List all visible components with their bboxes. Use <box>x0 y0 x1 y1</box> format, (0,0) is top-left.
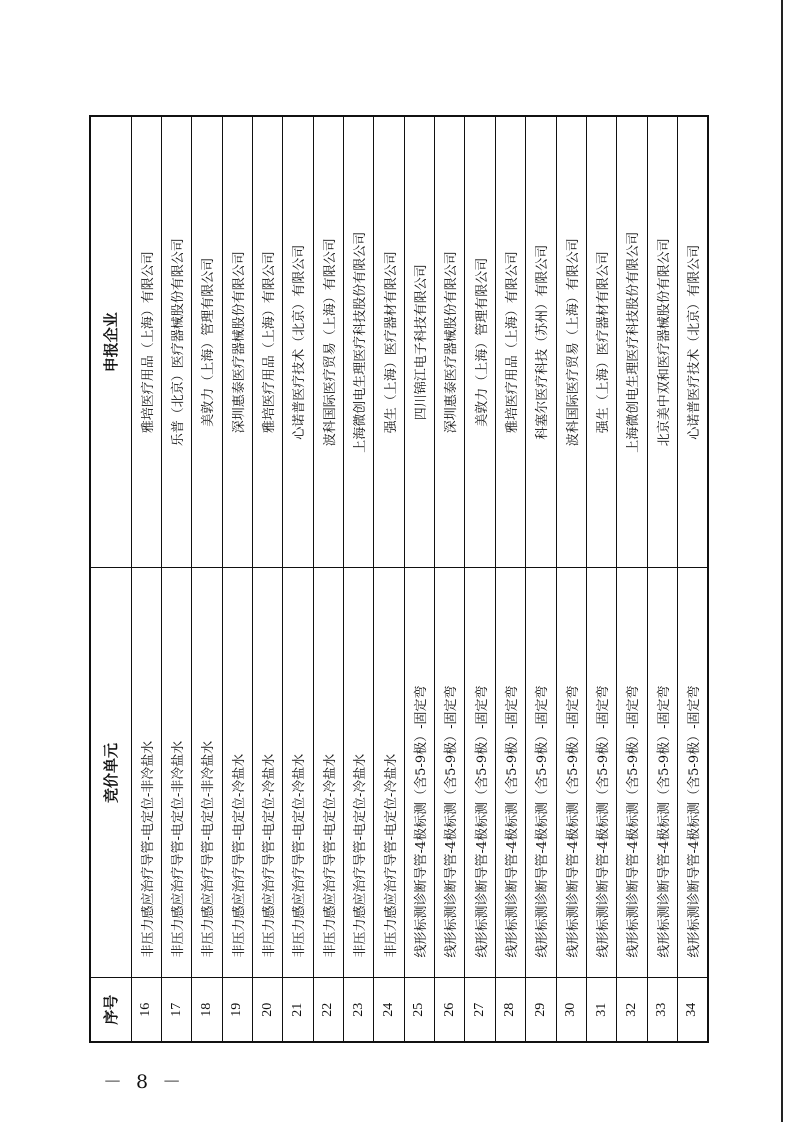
row-bidding-unit: 线形标测诊断导管-4极标测（含5-9极）-固定弯 <box>404 568 434 978</box>
row-bidding-unit: 线形标测诊断导管-4极标测（含5-9极）-固定弯 <box>495 568 525 978</box>
row-company: 雅培医疗用品（上海）有限公司 <box>495 116 525 568</box>
rotated-table-container <box>89 117 709 1043</box>
row-bidding-unit: 非压力感应治疗导管-电定位-非冷盐水 <box>131 568 161 978</box>
row-bidding-unit: 线形标测诊断导管-4极标测（含5-9极）-固定弯 <box>617 568 647 978</box>
table-row <box>252 116 282 1042</box>
row-bidding-unit: 非压力感应治疗导管-电定位-冷盐水 <box>374 568 404 978</box>
table-row <box>161 116 191 1042</box>
row-company: 上海微创电生理医疗科技股份有限公司 <box>617 116 647 568</box>
row-index: 31 <box>586 978 616 1042</box>
table-body <box>131 116 708 1042</box>
row-company: 雅培医疗用品（上海）有限公司 <box>252 116 282 568</box>
table-row <box>404 116 434 1042</box>
table-row <box>435 116 465 1042</box>
header-index: 序号 <box>90 978 131 1042</box>
table-row <box>192 116 222 1042</box>
row-index: 17 <box>161 978 191 1042</box>
table-row <box>283 116 313 1042</box>
row-company: 波科国际医疗贸易（上海）有限公司 <box>556 116 586 568</box>
table-row <box>677 116 708 1042</box>
row-bidding-unit: 线形标测诊断导管-4极标测（含5-9极）-固定弯 <box>435 568 465 978</box>
row-bidding-unit: 线形标测诊断导管-4极标测（含5-9极）-固定弯 <box>586 568 616 978</box>
table-row <box>131 116 161 1042</box>
table-row <box>465 116 495 1042</box>
row-company: 深圳惠泰医疗器械股份有限公司 <box>222 116 252 568</box>
row-company: 强生（上海）医疗器材有限公司 <box>586 116 616 568</box>
bidding-table <box>89 115 709 1043</box>
row-index: 21 <box>283 978 313 1042</box>
row-bidding-unit: 线形标测诊断导管-4极标测（含5-9极）-固定弯 <box>526 568 556 978</box>
row-bidding-unit: 非压力感应治疗导管-电定位-冷盐水 <box>252 568 282 978</box>
row-index: 27 <box>465 978 495 1042</box>
row-index: 20 <box>252 978 282 1042</box>
row-company: 心诺普医疗技术（北京）有限公司 <box>677 116 708 568</box>
row-bidding-unit: 线形标测诊断导管-4极标测（含5-9极）-固定弯 <box>647 568 677 978</box>
table-row <box>647 116 677 1042</box>
header-company: 申报企业 <box>90 116 131 568</box>
row-bidding-unit: 非压力感应治疗导管-电定位-冷盐水 <box>222 568 252 978</box>
row-company: 波科国际医疗贸易（上海）有限公司 <box>313 116 343 568</box>
row-index: 25 <box>404 978 434 1042</box>
table-row <box>586 116 616 1042</box>
row-company: 雅培医疗用品（上海）有限公司 <box>131 116 161 568</box>
table-row <box>617 116 647 1042</box>
row-index: 26 <box>435 978 465 1042</box>
table-row <box>495 116 525 1042</box>
page-edge-line <box>781 0 783 1122</box>
row-company: 心诺普医疗技术（北京）有限公司 <box>283 116 313 568</box>
row-bidding-unit: 非压力感应治疗导管-电定位-冷盐水 <box>283 568 313 978</box>
row-bidding-unit: 非压力感应治疗导管-电定位-非冷盐水 <box>161 568 191 978</box>
row-bidding-unit: 线形标测诊断导管-4极标测（含5-9极）-固定弯 <box>556 568 586 978</box>
table-row <box>344 116 374 1042</box>
table-header-row <box>90 116 131 1042</box>
row-index: 33 <box>647 978 677 1042</box>
row-index: 30 <box>556 978 586 1042</box>
row-bidding-unit: 非压力感应治疗导管-电定位-冷盐水 <box>313 568 343 978</box>
table-row <box>222 116 252 1042</box>
header-unit: 竞价单元 <box>90 568 131 978</box>
row-company: 四川锦江电子科技有限公司 <box>404 116 434 568</box>
row-company: 上海微创电生理医疗科技股份有限公司 <box>344 116 374 568</box>
row-company: 北京美中双和医疗器械股份有限公司 <box>647 116 677 568</box>
row-company: 强生（上海）医疗器材有限公司 <box>374 116 404 568</box>
row-company: 科塞尔医疗科技（苏州）有限公司 <box>526 116 556 568</box>
row-bidding-unit: 非压力感应治疗导管-电定位-非冷盐水 <box>192 568 222 978</box>
row-index: 32 <box>617 978 647 1042</box>
row-bidding-unit: 线形标测诊断导管-4极标测（含5-9极）-固定弯 <box>677 568 708 978</box>
row-index: 29 <box>526 978 556 1042</box>
row-index: 34 <box>677 978 708 1042</box>
page-number: － 8 － <box>103 1071 186 1093</box>
row-company: 乐普（北京）医疗器械股份有限公司 <box>161 116 191 568</box>
row-index: 18 <box>192 978 222 1042</box>
row-bidding-unit: 线形标测诊断导管-4极标测（含5-9极）-固定弯 <box>465 568 495 978</box>
row-index: 19 <box>222 978 252 1042</box>
row-company: 美敦力（上海）管理有限公司 <box>192 116 222 568</box>
row-company: 美敦力（上海）管理有限公司 <box>465 116 495 568</box>
row-index: 16 <box>131 978 161 1042</box>
table-row <box>374 116 404 1042</box>
row-index: 24 <box>374 978 404 1042</box>
row-bidding-unit: 非压力感应治疗导管-电定位-冷盐水 <box>344 568 374 978</box>
table-row <box>313 116 343 1042</box>
row-index: 22 <box>313 978 343 1042</box>
row-company: 深圳惠泰医疗器械股份有限公司 <box>435 116 465 568</box>
table-row <box>526 116 556 1042</box>
row-index: 28 <box>495 978 525 1042</box>
row-index: 23 <box>344 978 374 1042</box>
table-row <box>556 116 586 1042</box>
